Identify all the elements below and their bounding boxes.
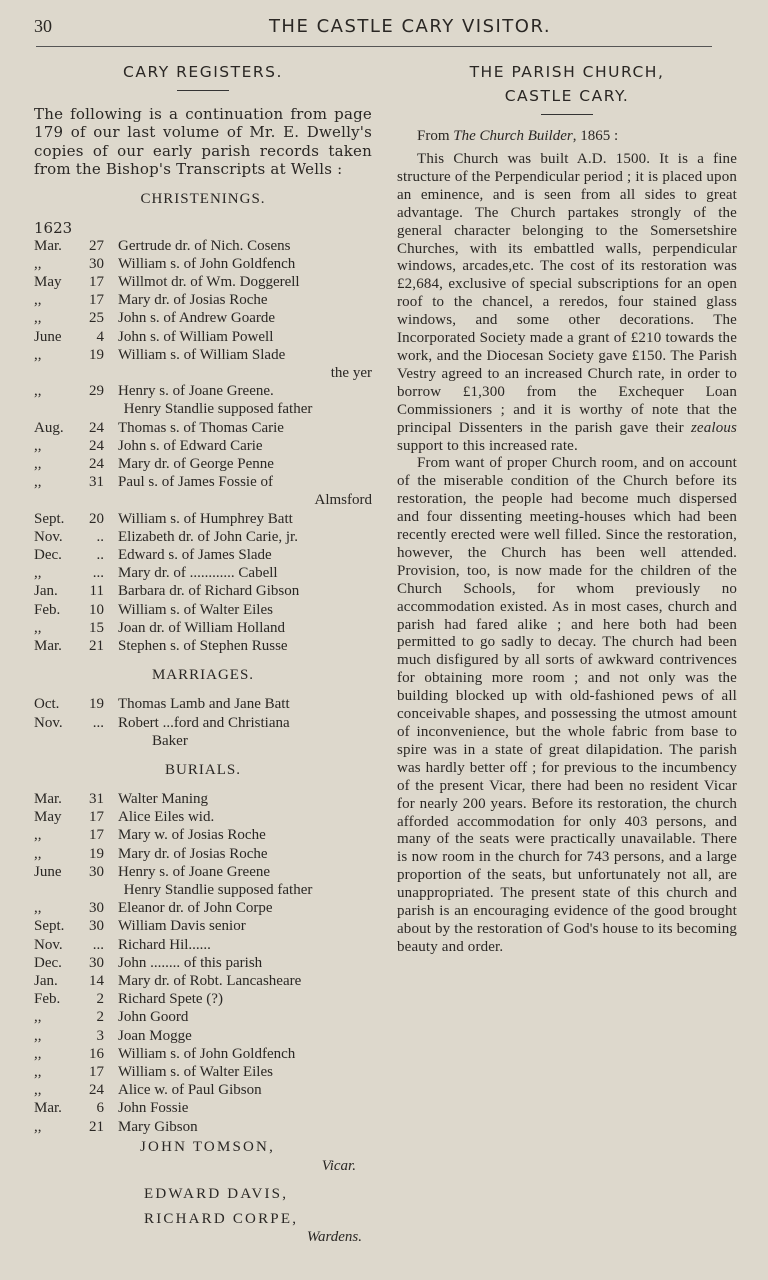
register-entry (34, 1063, 372, 1081)
register-entry (34, 309, 372, 327)
entry-month: ,, (34, 1118, 42, 1135)
entry-month: Nov. (34, 936, 63, 953)
entry-day: 14 (89, 972, 104, 989)
register-entry (34, 1099, 372, 1117)
registers-intro: The following is a continuation from page 179 of our last volume of Mr. E. Dwelly's copies of our early parish records taken from the Bishop's Transcripts at Wells : (34, 105, 372, 179)
entry-text: Alice w. of Paul Gibson (118, 1082, 262, 1099)
warden-name-2: RICHARD CORPE, (144, 1210, 299, 1227)
register-entry (34, 510, 372, 528)
entry-text: Richard Spete (?) (118, 991, 223, 1008)
entry-text: Mary w. of Josias Roche (118, 827, 266, 844)
running-header (0, 14, 768, 42)
entry-day: 20 (89, 510, 104, 527)
entry-day: 19 (89, 845, 104, 862)
register-entry (34, 601, 372, 619)
entry-day: 19 (89, 696, 104, 713)
entry-month: Feb. (34, 991, 61, 1008)
entry-text: Eleanor dr. of John Corpe (118, 900, 273, 917)
entry-text: Mary dr. of Josias Roche (118, 292, 268, 309)
register-entry (34, 473, 372, 491)
entry-text: Mary dr. of Josias Roche (118, 845, 268, 862)
entry-text: Barbara dr. of Richard Gibson (118, 583, 300, 600)
entry-text: William s. of John Goldfench (118, 255, 296, 272)
register-entry (34, 619, 372, 637)
paragraph-2: From want of proper Church room, and on account of the miserable condition of the Church before its restoration, the people had become much dispersed and four dissenting meeting-houses which had been recently erected were well filled. Since the restoration, however, the Church has been well attended. Provision, too, is now made for the children of the Church Schools, for whom previously no accommodation existed. As in most cases, church and parish had fared alike ; and here both had been permitted to go sadly to decay. The church had been much disfigured by all sorts of awkward contrivences for obtaining more room ; and not only was the building blocked up with old-fashioned pews of all conceivable shapes, and possessing the utmost amount of inconvenience, but the whole fabric from base to spire was in a state of great dilapidation. The parish was hardly better off ; for previous to the incumbency of the present Vicar, there had been no resident Vicar for nearly 200 years. Before its restoration, the church afforded accommodation for only 403 persons, and many of the seats were practically unavailable. There is now room in the church for 743 persons, and a large proportion of the seats, but unfortunately not all, are unappropriated. The present state of this church and parish is an encouraging evidence of the good brought about by the restoration of God's house to its becoming beauty and order. (397, 455, 737, 955)
entry-month: ,, (34, 292, 42, 309)
entry-continuation: the yer (330, 365, 372, 382)
entry-text: John s. of Andrew Goarde (118, 310, 276, 327)
entry-text: Joan Mogge (118, 1027, 192, 1044)
entry-day: 2 (96, 1009, 104, 1026)
entry-text: Henry s. of Joane Greene. (118, 383, 274, 400)
entry-day: 15 (89, 619, 104, 636)
register-entry (34, 899, 372, 917)
entry-day: 30 (89, 918, 104, 935)
entry-month: ,, (34, 346, 42, 363)
entry-text: John Fossie (118, 1100, 189, 1117)
register-entry (34, 346, 372, 364)
paragraph-1-text: This Church was built A.D. 1500. It is a fine structure of the Perpendicular period ; it is placed upon an eminence, and is seen from all sides to great advantage. The Church partakes strongly of the general character belonging to the Somersetshire Churches, with its embattled walls, perpendicular windows, arcades,etc. The cost of its restoration was £2,684, exclusive of special subscriptions for an open roof to the chancel, a reredos, four stained glass windows, and some other decorations. The Incorporated Society made a grant of £210 towards the work, and the Diocesan Society gave £150. The Parish Vestry agreed to an increased Church rate, in order to borrow £1,300 from the Exchequer Loan Commissioners ; and it is worthy of note that the principal Dissenters in the parish gave their (397, 151, 737, 436)
entry-text: John s. of Edward Carie (118, 437, 263, 454)
entry-month: Jan. (34, 583, 58, 600)
entry-note: Henry Standlie supposed father (123, 881, 313, 898)
entry-text: William s. of Walter Eiles (118, 1063, 273, 1080)
church-title-line2: CASTLE CARY. (504, 87, 630, 105)
entry-month: May (34, 809, 62, 826)
entry-day: 17 (89, 292, 104, 309)
entry-day: ... (92, 714, 104, 731)
entry-day: 24 (89, 456, 104, 473)
entry-text: William Davis senior (118, 918, 246, 935)
entry-month: June (34, 328, 62, 345)
entry-day: 30 (89, 255, 104, 272)
entry-day: 24 (89, 1082, 104, 1099)
entry-month: Mar. (34, 1100, 62, 1117)
register-entry (34, 273, 372, 291)
entry-day: 11 (89, 583, 104, 600)
register-entry (34, 1118, 372, 1136)
register-entry (34, 826, 372, 844)
church-title-divider (541, 114, 593, 115)
left-column (34, 60, 372, 1248)
register-entry (34, 845, 372, 863)
entry-month: June (34, 863, 62, 880)
entry-day: 24 (89, 419, 104, 436)
register-entry (34, 1008, 372, 1026)
vicar-name: JOHN TOMSON, (140, 1138, 276, 1155)
christenings-list (34, 237, 372, 656)
entry-text: Stephen s. of Stephen Russe (118, 638, 288, 655)
entry-continuation: Almsford (314, 492, 372, 509)
entry-text: John ........ of this parish (118, 954, 263, 971)
register-entry (34, 382, 372, 400)
church-title-line1: THE PARISH CHURCH, (469, 63, 665, 81)
register-entry (34, 637, 372, 655)
entry-month: ,, (34, 437, 42, 454)
entry-continuation: Baker (152, 732, 188, 749)
entry-text: Robert ...ford and Christiana (118, 714, 290, 731)
register-entry (34, 790, 372, 808)
entry-month: Jan. (34, 972, 58, 989)
entry-day: 30 (89, 900, 104, 917)
source-citation (417, 127, 737, 145)
entry-day: 17 (89, 827, 104, 844)
entry-text: Edward s. of James Slade (118, 547, 272, 564)
entry-day: 6 (96, 1100, 104, 1117)
entry-day: 27 (89, 237, 104, 254)
entry-month: ,, (34, 1063, 42, 1080)
entry-text: John s. of William Powell (118, 328, 274, 345)
entry-day: 30 (89, 954, 104, 971)
entry-month: May (34, 274, 62, 291)
register-entry (34, 954, 372, 972)
article-body (397, 151, 737, 957)
publication-title: THE CASTLE CARY VISITOR. (268, 16, 552, 37)
entry-text: Mary dr. of Robt. Lancasheare (118, 972, 302, 989)
register-entry (34, 808, 372, 826)
register-entry (34, 419, 372, 437)
register-entry (34, 528, 372, 546)
entry-month: ,, (34, 310, 42, 327)
entry-day: .. (96, 547, 104, 564)
entry-day: ... (92, 936, 104, 953)
entry-text: Alice Eiles wid. (118, 809, 215, 826)
register-entry (34, 917, 372, 935)
entry-text: William s. of William Slade (118, 346, 286, 363)
register-entry (34, 455, 372, 473)
warden-name-1: EDWARD DAVIS, (144, 1185, 289, 1202)
entry-month: Mar. (34, 790, 62, 807)
entry-text: Elizabeth dr. of John Carie, jr. (118, 528, 298, 545)
entry-month: ,, (34, 474, 42, 491)
entry-month: Nov. (34, 714, 63, 731)
source-prefix: From (417, 128, 450, 144)
entry-text: Gertrude dr. of Nich. Cosens (118, 237, 291, 254)
entry-day: 16 (89, 1045, 104, 1062)
wardens-role: Wardens. (306, 1228, 362, 1245)
entry-month: ,, (34, 1045, 42, 1062)
entry-day: 3 (96, 1027, 104, 1044)
entry-text: Thomas Lamb and Jane Batt (118, 696, 290, 713)
entry-month: Mar. (34, 638, 62, 655)
entry-month: ,, (34, 1009, 42, 1026)
entry-month: Nov. (34, 528, 63, 545)
entry-text: Willmot dr. of Wm. Doggerell (118, 274, 300, 291)
entry-day: 21 (89, 638, 104, 655)
entry-day: 17 (89, 274, 104, 291)
entry-day: 17 (89, 1063, 104, 1080)
entry-month: ,, (34, 1082, 42, 1099)
entry-month: ,, (34, 383, 42, 400)
entry-month: ,, (34, 456, 42, 473)
signatures (34, 1136, 372, 1248)
entry-day: 30 (89, 863, 104, 880)
right-column (397, 60, 737, 957)
register-entry (34, 582, 372, 600)
marriages-list (34, 695, 372, 750)
paragraph-1-emphasis: zealous (690, 419, 737, 436)
entry-text: Richard Hil...... (118, 936, 211, 953)
entry-day: .. (96, 528, 104, 545)
register-entry (34, 328, 372, 346)
entry-text: John Goord (118, 1009, 189, 1026)
entry-day: 25 (89, 310, 104, 327)
entry-month: ,, (34, 845, 42, 862)
entry-text: Walter Maning (118, 790, 209, 807)
register-entry (34, 695, 372, 713)
register-entry (34, 546, 372, 564)
entry-text: Paul s. of James Fossie of (118, 474, 273, 491)
paragraph-1-end: support to this increased rate. (397, 437, 578, 454)
register-entry (34, 1081, 372, 1099)
source-suffix: , 1865 : (572, 128, 619, 144)
entry-day: 10 (89, 601, 104, 618)
register-entry (34, 255, 372, 273)
entry-text: Mary dr. of George Penne (118, 456, 274, 473)
entry-text: William s. of John Goldfench (118, 1045, 296, 1062)
vicar-role: Vicar. (321, 1157, 356, 1174)
entry-day: 21 (89, 1118, 104, 1135)
entry-text: Henry s. of Joane Greene (118, 863, 271, 880)
entry-month: ,, (34, 619, 42, 636)
entry-month: Sept. (34, 510, 65, 527)
cary-registers-title: CARY REGISTERS. (123, 63, 283, 81)
paragraph-1 (397, 151, 737, 455)
entry-text: Joan dr. of William Holland (118, 619, 286, 636)
marriages-heading: MARRIAGES. (151, 667, 255, 684)
entry-month: ,, (34, 1027, 42, 1044)
entry-text: Thomas s. of Thomas Carie (118, 419, 284, 436)
burials-heading: BURIALS. (165, 761, 241, 778)
entry-day: 24 (89, 437, 104, 454)
register-entry (34, 714, 372, 732)
entry-day: ... (92, 565, 104, 582)
header-rule (36, 46, 712, 47)
entry-text: William s. of Humphrey Batt (118, 510, 293, 527)
entry-day: 17 (89, 809, 104, 826)
register-entry (34, 237, 372, 255)
burials-list (34, 790, 372, 1136)
register-entry (34, 863, 372, 881)
register-entry (34, 1027, 372, 1045)
page-number: 30 (34, 16, 52, 36)
entry-month: Aug. (34, 419, 64, 436)
entry-month: ,, (34, 565, 42, 582)
register-entry (34, 990, 372, 1008)
entry-month: Feb. (34, 601, 61, 618)
entry-text: Mary dr. of ............ Cabell (118, 565, 278, 582)
entry-month: ,, (34, 255, 42, 272)
entry-month: Dec. (34, 954, 62, 971)
register-entry (34, 564, 372, 582)
entry-text: Mary Gibson (118, 1118, 198, 1135)
register-entry (34, 936, 372, 954)
entry-day: 4 (96, 328, 104, 345)
register-entry (34, 1045, 372, 1063)
entry-day: 2 (96, 991, 104, 1008)
entry-month: ,, (34, 900, 42, 917)
register-entry (34, 291, 372, 309)
entry-day: 19 (89, 346, 104, 363)
entry-text: William s. of Walter Eiles (118, 601, 273, 618)
register-entry (34, 437, 372, 455)
year-label: 1623 (34, 218, 73, 237)
christenings-heading: CHRISTENINGS. (140, 190, 266, 207)
entry-month: ,, (34, 827, 42, 844)
entry-note: Henry Standlie supposed father (123, 401, 313, 418)
entry-month: Oct. (34, 696, 60, 713)
entry-month: Dec. (34, 547, 62, 564)
entry-month: Sept. (34, 918, 65, 935)
entry-month: Mar. (34, 237, 62, 254)
entry-day: 31 (89, 790, 104, 807)
title-divider (177, 90, 229, 91)
entry-day: 29 (89, 383, 104, 400)
entry-day: 31 (89, 474, 104, 491)
register-entry (34, 972, 372, 990)
source-title: The Church Builder (453, 128, 573, 144)
